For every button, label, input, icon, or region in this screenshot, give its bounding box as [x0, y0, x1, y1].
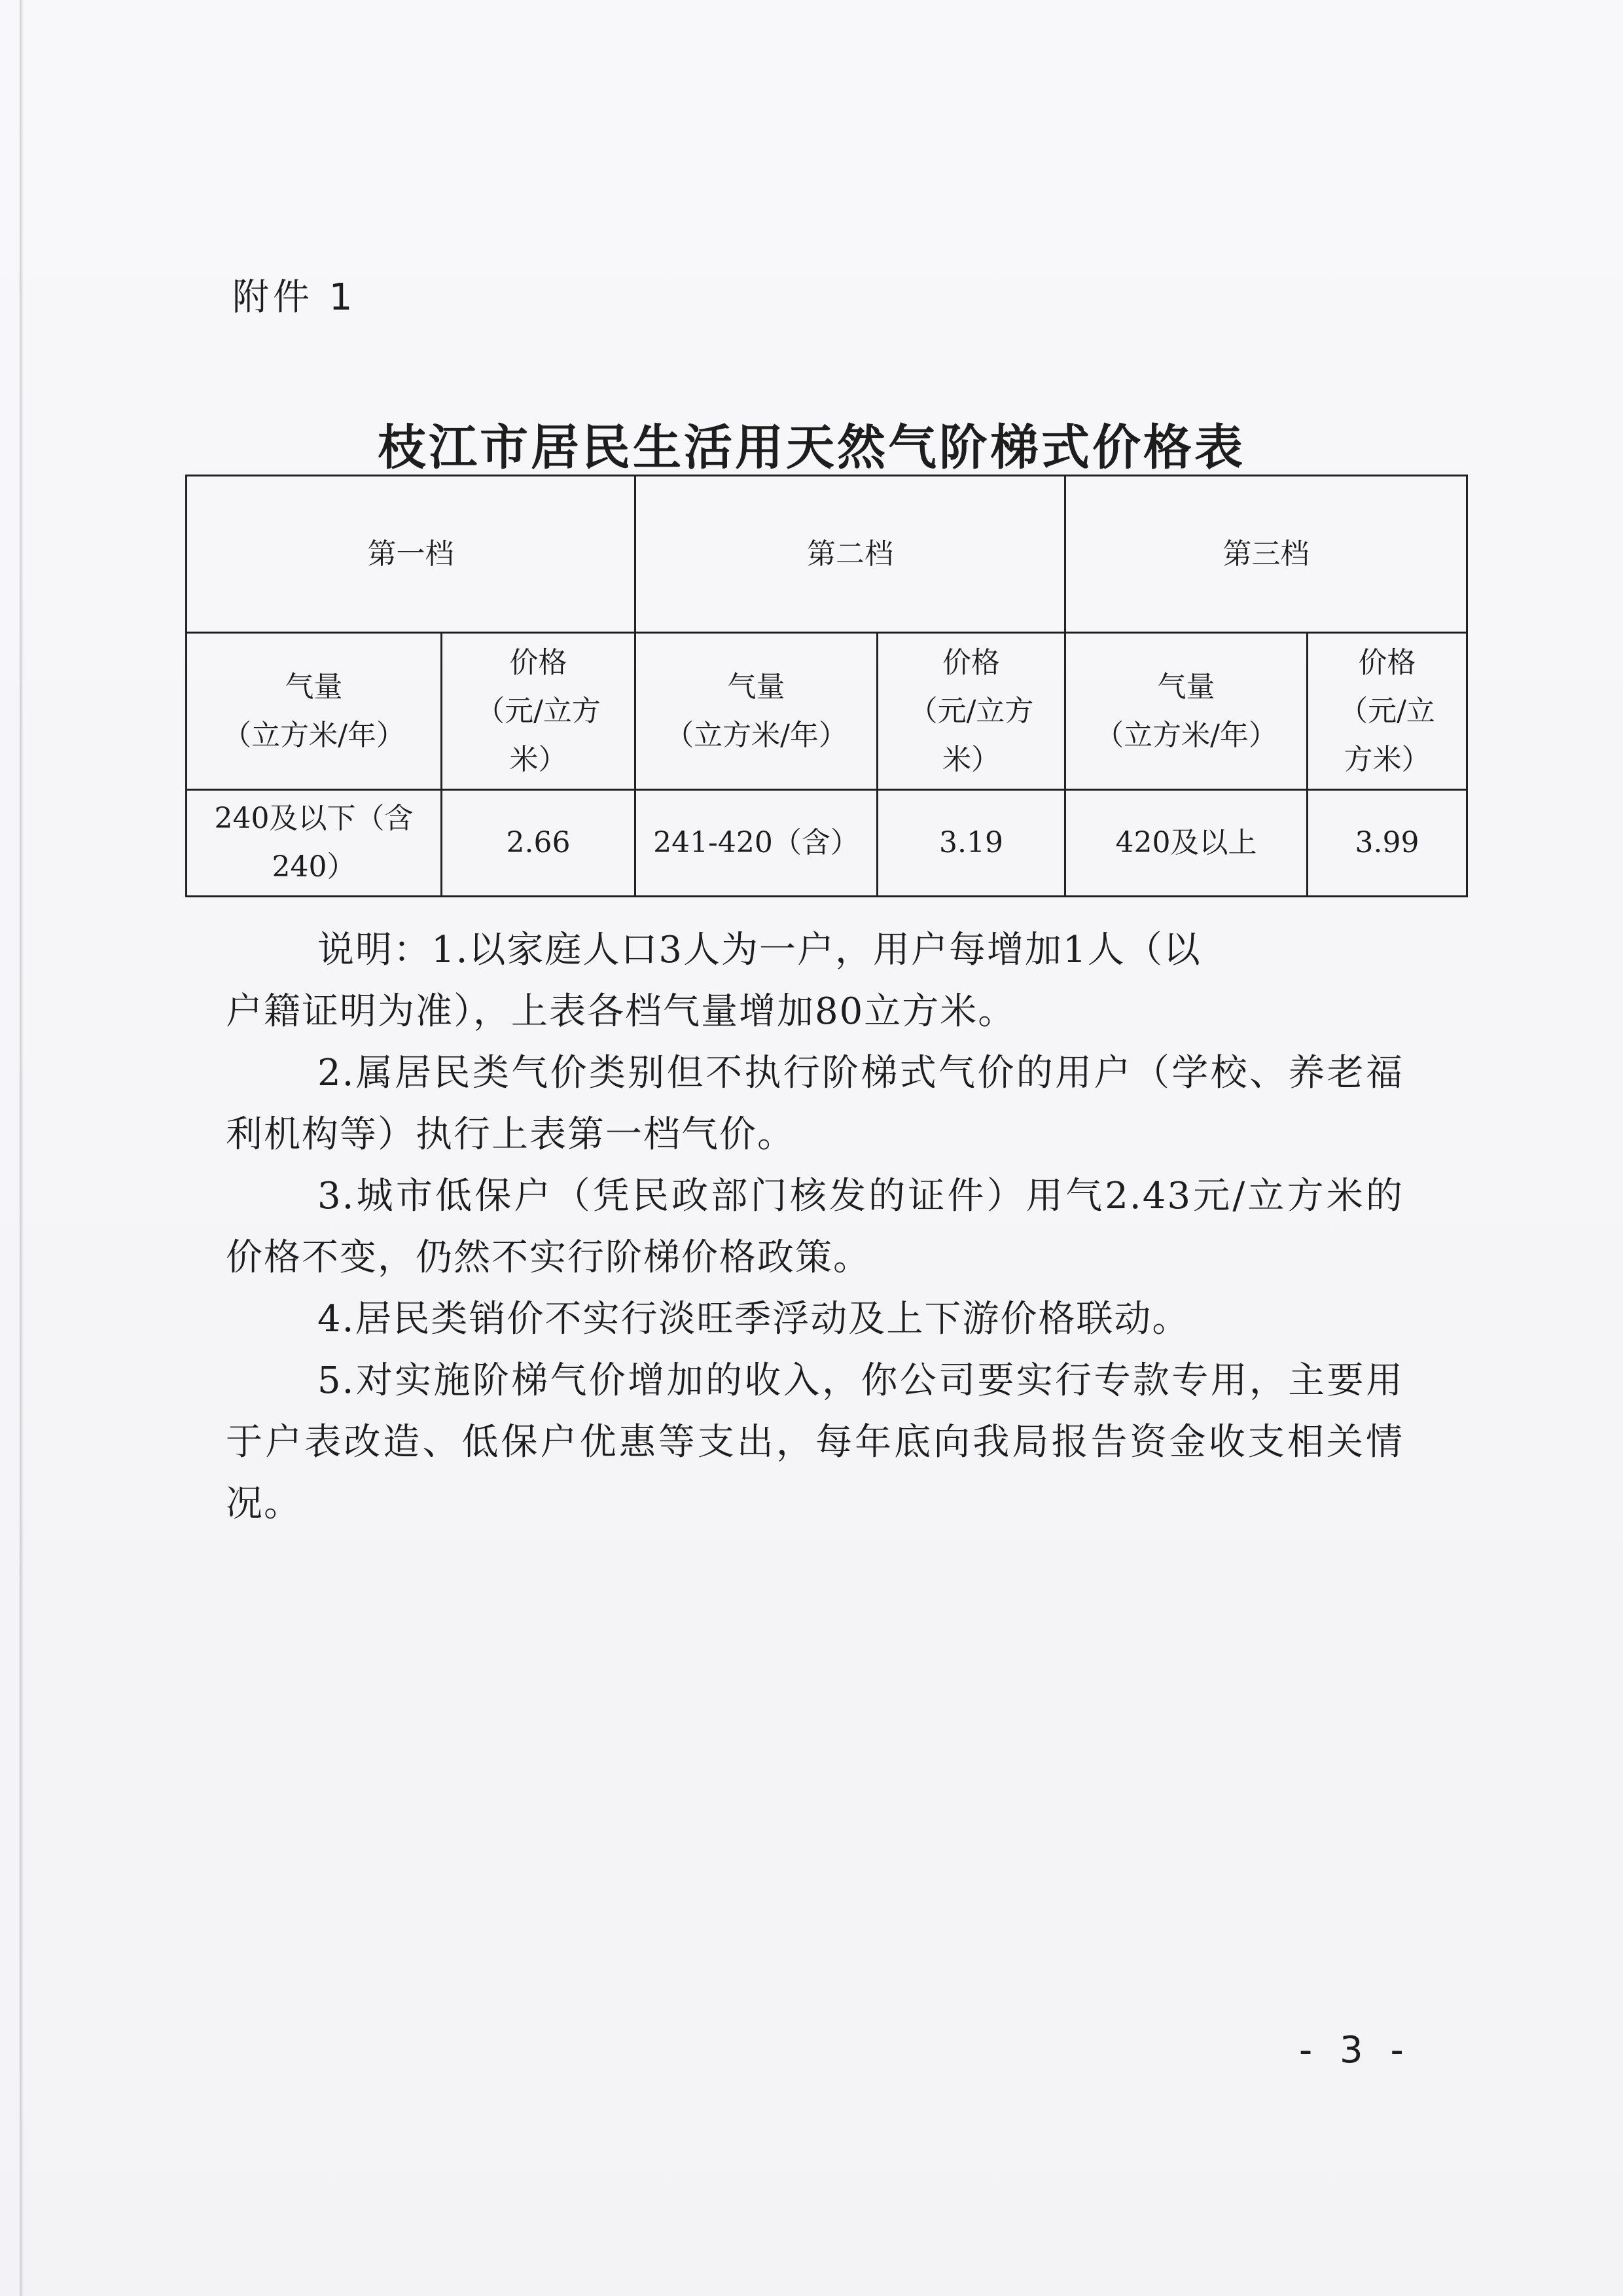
attachment-label: 附件 1	[232, 276, 357, 319]
price-header-unit-2: 米）	[509, 742, 567, 776]
tier-2-price-header	[878, 633, 1065, 790]
tier-header-row	[187, 476, 1467, 633]
volume-header-unit: （立方米/年）	[665, 718, 847, 752]
tier-1-header: 第一档	[187, 476, 635, 633]
price-header-unit-1: （元/立	[1339, 694, 1435, 728]
tier-1-price-header	[442, 633, 635, 790]
price-header-unit-2: 方米）	[1344, 742, 1431, 776]
volume-header-label: 气量	[285, 670, 343, 704]
page-edge-shadow	[20, 0, 24, 2296]
price-table	[185, 475, 1468, 897]
tier-3-price-header	[1308, 633, 1467, 790]
tier-1-price-cell: 2.66	[442, 790, 635, 897]
notes-section	[226, 920, 1404, 1535]
column-header-row	[187, 633, 1467, 790]
volume-header-label: 气量	[1157, 670, 1215, 704]
table-row	[187, 790, 1467, 897]
tier-1-volume-line-2: 240）	[272, 850, 356, 884]
price-header-unit-2: 米）	[942, 742, 1000, 776]
tier-2-volume-cell: 241-420（含）	[635, 790, 878, 897]
tier-3-volume-header	[1065, 633, 1308, 790]
page-title: 枝江市居民生活用天然气阶梯式价格表	[378, 420, 1245, 476]
tier-3-price-cell: 3.99	[1308, 790, 1467, 897]
note-1-line-2: 户籍证明为准），上表各档气量增加80立方米。	[226, 990, 1016, 1033]
volume-header-unit: （立方米/年）	[1095, 718, 1277, 752]
volume-header-unit: （立方米/年）	[223, 718, 405, 752]
price-header-unit-1: （元/立方	[476, 694, 601, 728]
tier-2-volume-header	[635, 633, 878, 790]
note-4: 4.居民类销价不实行淡旺季浮动及上下游价格联动。	[317, 1298, 1190, 1340]
tier-3-volume-cell: 420及以上	[1065, 790, 1308, 897]
tier-1-volume-header	[187, 633, 442, 790]
price-header-unit-1: （元/立方	[908, 694, 1034, 728]
tier-2-header: 第二档	[635, 476, 1065, 633]
note-3: 3.城市低保户（凭民政部门核发的证件）用气2.43元/立方米的价格不变，仍然不实行阶梯价格政策。	[226, 1175, 1404, 1279]
tier-1-volume-cell	[187, 790, 442, 897]
tier-1-volume-line-1: 240及以下（含	[214, 802, 414, 835]
volume-header-label: 气量	[727, 670, 785, 704]
tier-2-price-cell: 3.19	[878, 790, 1065, 897]
price-header-label: 价格	[942, 645, 1000, 679]
note-1-line-1: 说明：1.以家庭人口3人为一户，用户每增加1人（以	[317, 929, 1202, 971]
page-number: - 3 -	[1299, 2029, 1412, 2072]
note-2: 2.属居民类气价类别但不执行阶梯式气价的用户（学校、养老福利机构等）执行上表第一档气价。	[226, 1052, 1404, 1156]
tier-3-header: 第三档	[1065, 476, 1467, 633]
note-5: 5.对实施阶梯气价增加的收入，你公司要实行专款专用，主要用于户表改造、低保户优惠等支出，每年底向我局报告资金收支相关情况。	[226, 1359, 1404, 1525]
price-header-label: 价格	[509, 645, 567, 679]
price-header-label: 价格	[1358, 645, 1416, 679]
